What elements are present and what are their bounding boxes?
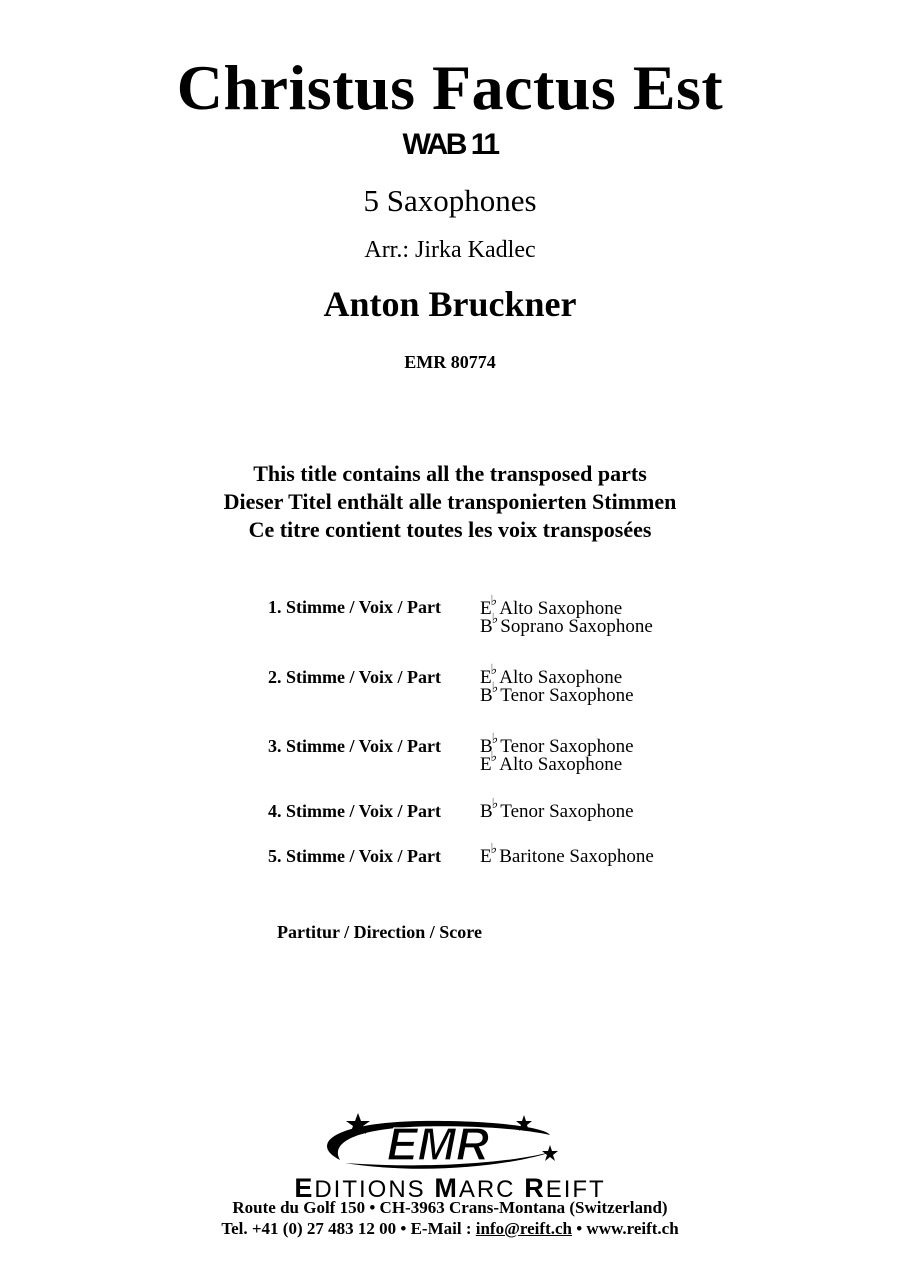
part-instrument: B♭ Tenor Saxophone	[480, 680, 634, 706]
part-instrument: E♭ Alto Saxophone	[480, 749, 623, 775]
score-label: Partitur / Direction / Score	[277, 922, 482, 942]
edition-number: EMR 80774	[404, 352, 496, 372]
flat-sign: ♭	[490, 841, 498, 857]
flat-sign: ♭	[491, 796, 499, 812]
part-label: 2. Stimme / Voix / Part	[268, 667, 441, 687]
emr-logo	[300, 1105, 570, 1177]
arranger: Arr.: Jirka Kadlec	[364, 237, 536, 263]
publisher-contact: Tel. +41 (0) 27 483 12 00 • E-Mail : info@reift.ch • www.reift.ch	[221, 1219, 679, 1238]
instrumentation: 5 Saxophones	[363, 183, 537, 218]
part-label: 3. Stimme / Voix / Part	[268, 736, 441, 756]
notice-german: Dieser Titel enthält alle transponierten Stimmen	[223, 489, 677, 514]
notice-french: Ce titre contient toutes les voix transposées	[248, 517, 652, 542]
part-label: 4. Stimme / Voix / Part	[268, 801, 441, 821]
part-instrument: E♭ Alto Saxophone	[480, 593, 623, 619]
work-catalog-number: WAB 11	[402, 128, 498, 161]
part-instrument: B♭ Soprano Saxophone	[480, 611, 653, 637]
part-label: 5. Stimme / Voix / Part	[268, 846, 441, 866]
flat-sign: ♭	[491, 680, 499, 696]
flat-sign: ♭	[490, 749, 498, 765]
notice-english: This title contains all the transposed parts	[253, 461, 647, 486]
part-instrument: B♭ Tenor Saxophone	[480, 796, 634, 822]
composer: Anton Bruckner	[323, 284, 577, 324]
part-label: 1. Stimme / Voix / Part	[268, 597, 441, 617]
part-instrument: E♭ Alto Saxophone	[480, 662, 623, 688]
email-link[interactable]: info@reift.ch	[475, 1219, 572, 1238]
flat-sign: ♭	[491, 611, 499, 627]
logo-text: EMR	[386, 1118, 490, 1170]
flat-sign: ♭	[491, 731, 499, 747]
title: Christus Factus Est	[176, 52, 724, 123]
part-instrument: E♭ Baritone Saxophone	[480, 841, 654, 867]
flat-sign: ♭	[490, 593, 498, 609]
flat-sign: ♭	[490, 662, 498, 678]
publisher-name: EDITIONS MARC REIFT	[294, 1173, 606, 1203]
star-icon	[542, 1145, 558, 1161]
publisher-address: Route du Golf 150 • CH-3963 Crans-Montana (Switzerland)	[232, 1198, 668, 1217]
part-instrument: B♭ Tenor Saxophone	[480, 731, 634, 757]
